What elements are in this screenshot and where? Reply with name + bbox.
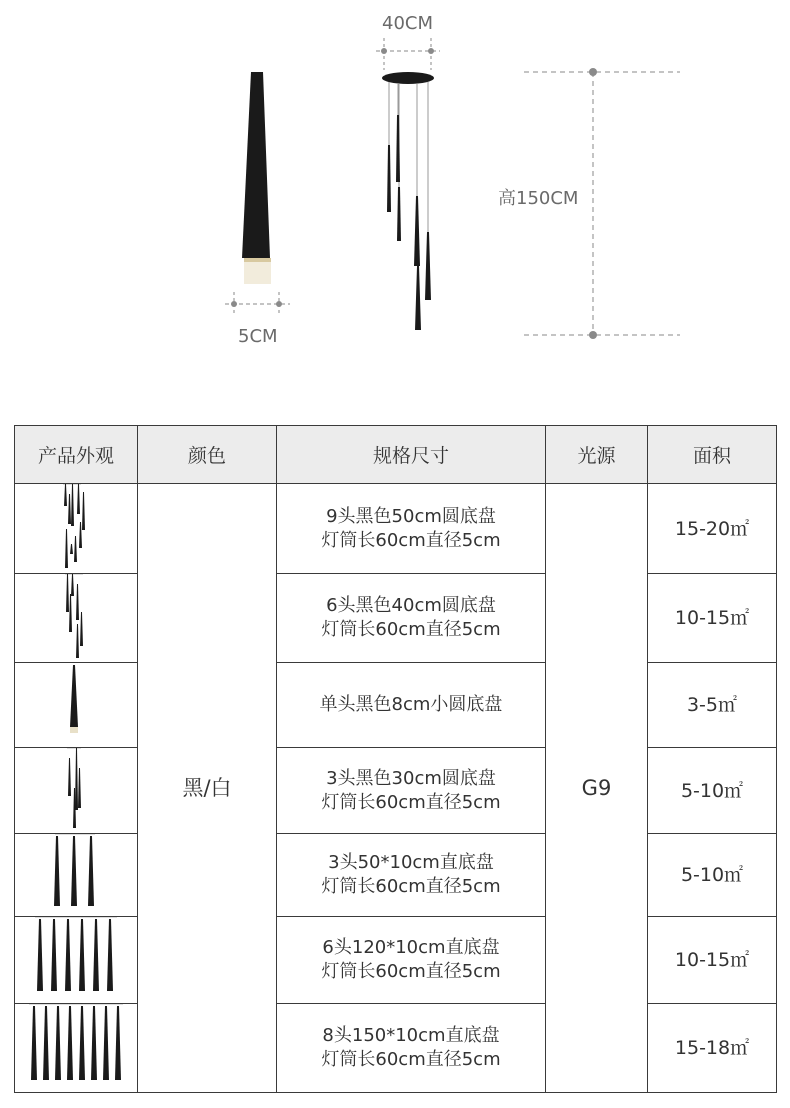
table-header-row — [15, 426, 777, 484]
row-thumbnail — [15, 484, 138, 574]
area-cell: 10-15㎡ — [648, 917, 777, 1004]
spec-line-2: 灯筒长60cm直径5cm — [321, 619, 501, 640]
spec-line-2: 灯筒长60cm直径5cm — [321, 791, 501, 813]
header-spec: 规格尺寸 — [277, 426, 546, 484]
spec-line-1: 3头50*10cm直底盘 — [328, 852, 494, 873]
area-cell: 15-20㎡ — [648, 484, 777, 574]
width-label: 40CM — [382, 13, 434, 34]
lamp-thumbnail-icon — [15, 917, 137, 1003]
dimension-drawing — [0, 0, 790, 380]
spec-line-1: 单头黑色8cm小圆底盘 — [319, 694, 503, 715]
diameter-label: 5CM — [238, 326, 278, 347]
header-light-source: 光源 — [546, 426, 648, 484]
table-row — [15, 574, 777, 663]
table-row — [15, 484, 777, 574]
row-thumbnail — [15, 917, 138, 1004]
light-source-cell: G9 — [546, 484, 648, 1093]
spec-line-1: 6头黑色40cm圆底盘 — [326, 595, 496, 616]
product-diagram — [0, 0, 790, 380]
spec-cell — [277, 748, 546, 834]
table-row — [15, 748, 777, 834]
table-row — [15, 1004, 777, 1093]
height-label: 高150CM — [498, 188, 579, 209]
spec-line-2: 灯筒长60cm直径5cm — [321, 1049, 501, 1070]
table-row — [15, 917, 777, 1004]
row-thumbnail — [15, 1004, 138, 1093]
header-color: 颜色 — [138, 426, 277, 484]
spec-cell — [277, 663, 546, 748]
lamp-thumbnail-icon — [15, 1004, 137, 1092]
spec-cell — [277, 484, 546, 574]
color-cell: 黑/白 — [138, 484, 277, 1093]
area-cell: 5-10㎡ — [648, 748, 777, 834]
spec-line-2: 灯筒长60cm直径5cm — [321, 961, 501, 982]
lamp-thumbnail-icon — [15, 663, 137, 747]
spec-line-1: 9头黑色50cm圆底盘 — [326, 505, 496, 527]
diameter-dimension-line — [225, 292, 290, 316]
cluster-pendant-icon — [382, 72, 434, 330]
width-dimension-line — [376, 38, 440, 70]
lamp-thumbnail-icon — [15, 484, 137, 573]
spec-line-1: 8头150*10cm直底盘 — [322, 1025, 500, 1046]
spec-table — [14, 425, 777, 1093]
table-row — [15, 663, 777, 748]
spec-line-2: 灯筒长60cm直径5cm — [321, 876, 501, 897]
spec-cell — [277, 574, 546, 663]
row-thumbnail — [15, 834, 138, 917]
header-appearance: 产品外观 — [15, 426, 138, 484]
header-area: 面积 — [648, 426, 777, 484]
single-cone-pendant-icon — [242, 72, 271, 284]
area-cell: 5-10㎡ — [648, 834, 777, 917]
row-thumbnail — [15, 748, 138, 834]
spec-line-1: 6头120*10cm直底盘 — [322, 937, 500, 958]
area-cell: 15-18㎡ — [648, 1004, 777, 1093]
lamp-thumbnail-icon — [15, 574, 137, 662]
spec-cell — [277, 917, 546, 1004]
spec-line-2: 灯筒长60cm直径5cm — [321, 529, 501, 551]
spec-line-1: 3头黑色30cm圆底盘 — [326, 767, 496, 789]
area-cell: 3-5㎡ — [648, 663, 777, 748]
table-row — [15, 834, 777, 917]
row-thumbnail — [15, 663, 138, 748]
spec-cell — [277, 834, 546, 917]
spec-cell — [277, 1004, 546, 1093]
row-thumbnail — [15, 574, 138, 663]
lamp-thumbnail-icon — [15, 748, 137, 833]
area-cell: 10-15㎡ — [648, 574, 777, 663]
lamp-thumbnail-icon — [15, 834, 137, 916]
